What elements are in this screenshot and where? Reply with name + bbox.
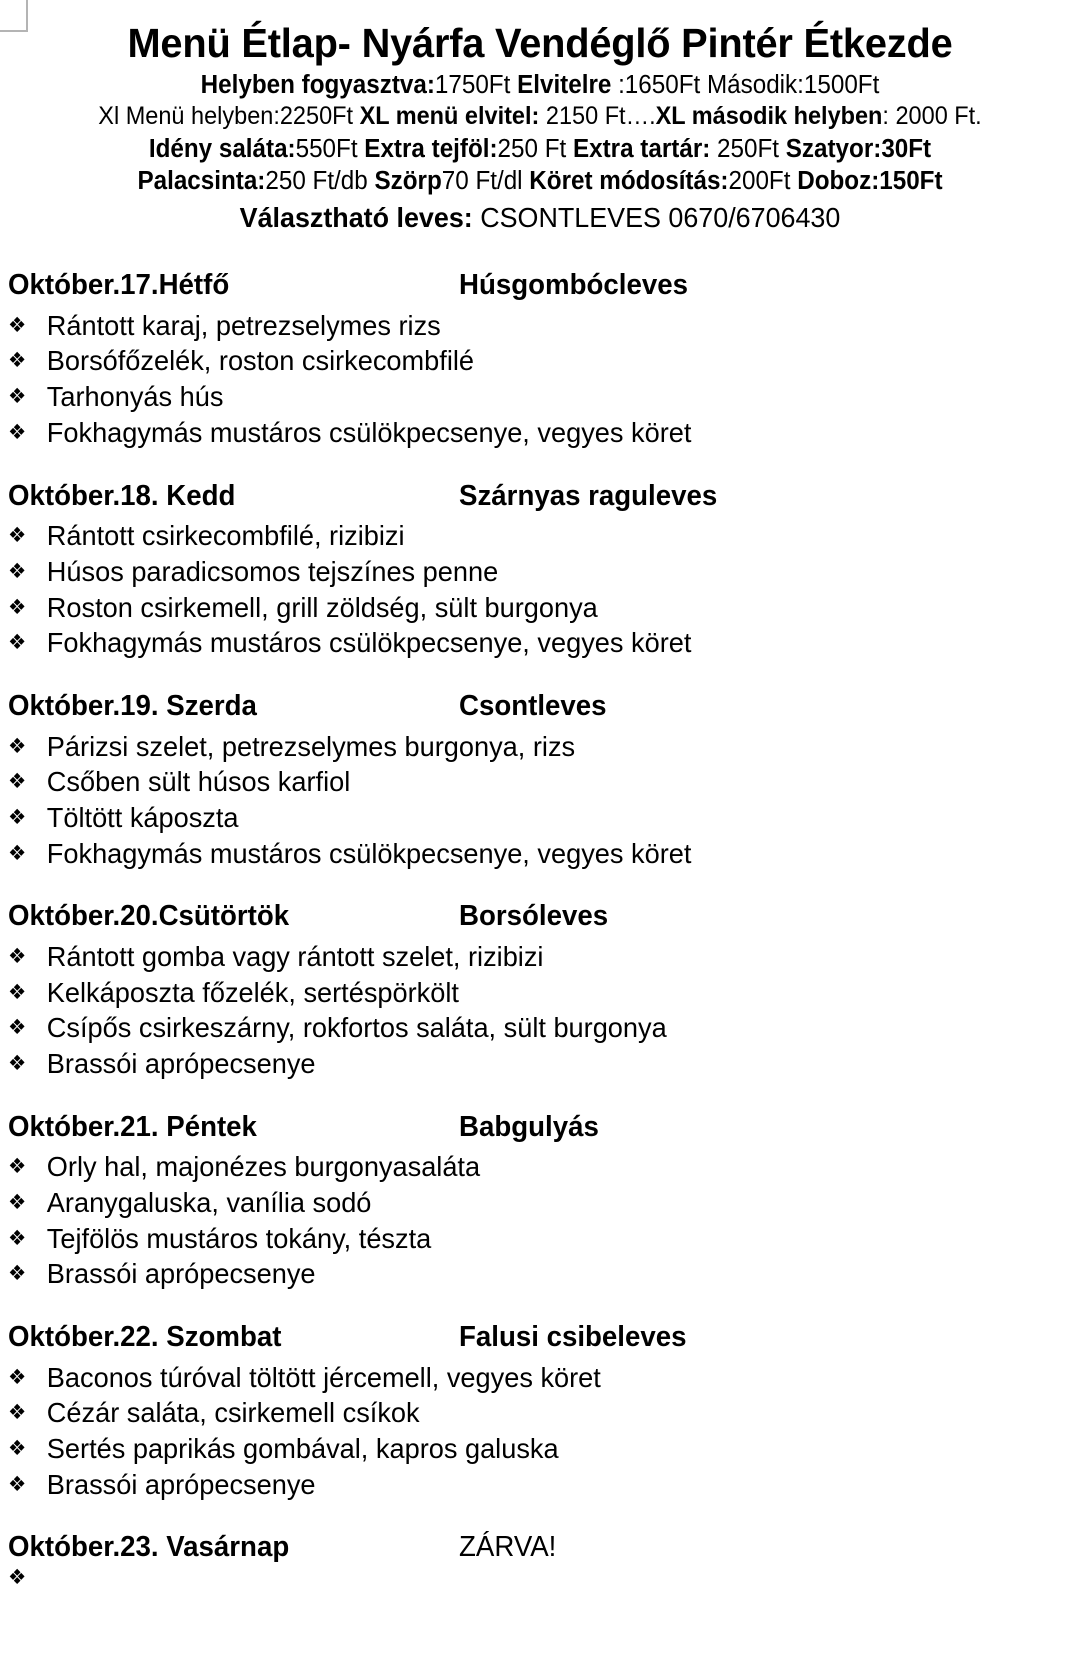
day-date-label: Október.21. Péntek xyxy=(8,1110,257,1143)
decorative-diamond-bullet-icon: ❖ xyxy=(8,385,27,409)
decorative-diamond-bullet-icon: ❖ xyxy=(8,1226,27,1250)
dish-list xyxy=(8,1149,1080,1292)
list-item xyxy=(8,1221,1048,1257)
list-item xyxy=(8,1565,1048,1591)
list-item xyxy=(8,1256,1048,1292)
price-segment: Második:1500Ft xyxy=(706,71,880,100)
day-header xyxy=(8,267,1048,305)
dish-name: Brassói aprópecsenye xyxy=(46,1047,316,1079)
day-header xyxy=(8,1529,1048,1567)
dish-name: Brassói aprópecsenye xyxy=(46,1468,316,1500)
price-segment: Extra tartár: xyxy=(572,134,711,163)
price-line-3 xyxy=(27,133,1053,165)
decorative-diamond-bullet-icon: ❖ xyxy=(8,1565,27,1589)
decorative-diamond-bullet-icon: ❖ xyxy=(8,595,27,619)
list-item xyxy=(8,1149,1048,1185)
price-segment: 550Ft xyxy=(295,134,365,163)
dish-list xyxy=(8,1565,1080,1591)
dish-list xyxy=(8,729,1080,872)
day-section xyxy=(8,1319,1080,1502)
list-item xyxy=(8,379,1048,415)
price-segment: 250 Ft xyxy=(497,134,573,163)
price-segment: 2150 Ft…. xyxy=(539,102,656,131)
list-item xyxy=(8,800,1048,836)
price-segment: Szörp xyxy=(374,166,442,195)
price-segment xyxy=(510,71,517,99)
list-item xyxy=(8,1395,1048,1431)
list-item xyxy=(8,415,1048,451)
dish-name: Fokhagymás mustáros csülökpecsenye, vegyes köret xyxy=(46,416,692,448)
menu-header xyxy=(0,0,1080,235)
day-section xyxy=(8,478,1080,661)
dish-list xyxy=(8,1360,1080,1503)
day-soup-label: ZÁRVA! xyxy=(459,1531,557,1564)
day-header xyxy=(8,478,1048,516)
day-header xyxy=(8,898,1048,936)
dish-name: Töltött káposzta xyxy=(46,801,239,833)
page-title: Menü Étlap- Nyárfa Vendéglő Pintér Étkezde xyxy=(127,20,953,66)
decorative-diamond-bullet-icon: ❖ xyxy=(8,313,27,337)
day-soup-label: Csontleves xyxy=(459,689,607,722)
price-segment: 250 Ft/db xyxy=(265,166,375,195)
day-date-label: Október.20.Csütörtök xyxy=(8,900,290,933)
decorative-diamond-bullet-icon: ❖ xyxy=(8,1472,27,1496)
day-soup-label: Falusi csibeleves xyxy=(459,1320,687,1353)
list-item xyxy=(8,1467,1048,1503)
decorative-diamond-bullet-icon: ❖ xyxy=(8,559,27,583)
decorative-diamond-bullet-icon: ❖ xyxy=(8,1016,27,1040)
decorative-diamond-bullet-icon: ❖ xyxy=(8,734,27,758)
price-line-1 xyxy=(27,69,1053,101)
decorative-diamond-bullet-icon: ❖ xyxy=(8,1401,27,1425)
list-item xyxy=(8,729,1048,765)
price-segment: 200Ft xyxy=(728,166,798,195)
day-date-label: Október.22. Szombat xyxy=(8,1320,282,1353)
dish-name: Fokhagymás mustáros csülökpecsenye, vegyes köret xyxy=(46,837,692,869)
dish-name: Tarhonyás hús xyxy=(46,381,224,413)
list-item xyxy=(8,1360,1048,1396)
price-segment: XL menü elvitel: xyxy=(359,102,540,131)
decorative-diamond-bullet-icon: ❖ xyxy=(8,1155,27,1179)
decorative-diamond-bullet-icon: ❖ xyxy=(8,770,27,794)
dish-name: Roston csirkemell, grill zöldség, sült burgonya xyxy=(46,591,598,623)
day-section xyxy=(8,267,1080,450)
daily-menu-sections xyxy=(0,267,1080,1591)
list-item xyxy=(8,1046,1048,1082)
dish-name: Húsos paradicsomos tejszínes penne xyxy=(46,555,499,587)
price-segment: Palacsinta: xyxy=(137,166,266,195)
dish-name: Párizsi szelet, petrezselymes burgonya, rizs xyxy=(46,730,576,762)
dish-name: Csőben sült húsos karfiol xyxy=(46,766,351,798)
decorative-diamond-bullet-icon: ❖ xyxy=(8,1365,27,1389)
decorative-diamond-bullet-icon: ❖ xyxy=(8,420,27,444)
price-segment: CSONTLEVES 0670/6706430 xyxy=(472,201,841,233)
list-item xyxy=(8,939,1048,975)
list-item xyxy=(8,1431,1048,1467)
price-line-5 xyxy=(22,200,1059,235)
day-date-label: Október.19. Szerda xyxy=(8,689,257,722)
day-date-label: Október.18. Kedd xyxy=(8,479,236,512)
dish-name: Brassói aprópecsenye xyxy=(46,1258,316,1290)
list-item xyxy=(8,975,1048,1011)
price-segment: XL második helyben xyxy=(655,102,883,131)
price-segment: Szatyor:30Ft xyxy=(785,134,932,163)
price-line-2 xyxy=(32,101,1047,133)
list-item xyxy=(8,1010,1048,1046)
price-segment: 250Ft xyxy=(710,134,786,163)
list-item xyxy=(8,343,1048,379)
dish-name: Sertés paprikás gombával, kapros galuska xyxy=(46,1432,559,1464)
day-section xyxy=(8,1529,1080,1591)
price-segment: : 2000 Ft. xyxy=(882,102,982,131)
price-segment: Köret módosítás: xyxy=(529,166,729,195)
decorative-diamond-bullet-icon: ❖ xyxy=(8,980,27,1004)
decorative-diamond-bullet-icon: ❖ xyxy=(8,1262,27,1286)
pricing-info-block xyxy=(0,69,1080,235)
list-item xyxy=(8,764,1048,800)
price-segment: Választható leves: xyxy=(239,201,473,233)
day-soup-label: Borsóleves xyxy=(459,900,609,933)
dish-name: Cézár saláta, csirkemell csíkok xyxy=(46,1397,420,1429)
dish-name: Baconos túróval töltött jércemell, vegyes köret xyxy=(46,1361,601,1393)
dish-name: Fokhagymás mustáros csülökpecsenye, vegyes köret xyxy=(46,627,692,659)
decorative-diamond-bullet-icon: ❖ xyxy=(8,631,27,655)
day-soup-label: Babgulyás xyxy=(459,1110,599,1143)
decorative-diamond-bullet-icon: ❖ xyxy=(8,349,27,373)
price-line-4 xyxy=(27,165,1053,197)
decorative-diamond-bullet-icon: ❖ xyxy=(8,1436,27,1460)
day-soup-label: Szárnyas raguleves xyxy=(459,479,718,512)
day-date-label: Október.17.Hétfő xyxy=(8,269,230,302)
decorative-diamond-bullet-icon: ❖ xyxy=(8,1051,27,1075)
dish-list xyxy=(8,939,1080,1082)
price-segment: Idény saláta: xyxy=(148,134,296,163)
day-section xyxy=(8,688,1080,871)
list-item xyxy=(8,590,1048,626)
day-date-label: Október.23. Vasárnap xyxy=(8,1531,290,1564)
price-segment: :1650Ft xyxy=(618,71,707,100)
dish-name: Borsófőzelék, roston csirkecombfilé xyxy=(46,345,474,377)
decorative-diamond-bullet-icon: ❖ xyxy=(8,805,27,829)
list-item xyxy=(8,625,1048,661)
dish-list xyxy=(8,308,1080,451)
list-item xyxy=(8,308,1048,344)
day-soup-label: Húsgombócleves xyxy=(459,269,688,302)
dish-name: Kelkáposzta főzelék, sertéspörkölt xyxy=(46,976,459,1008)
dish-name: Rántott karaj, petrezselymes rizs xyxy=(46,309,441,341)
price-segment: 1750Ft xyxy=(434,71,511,100)
price-segment: Elvitelre xyxy=(517,71,619,100)
price-segment: Helyben fogyasztva: xyxy=(200,71,435,100)
price-segment: Doboz:150Ft xyxy=(797,166,943,195)
dish-name: Rántott gomba vagy rántott szelet, rizibizi xyxy=(46,940,544,972)
dish-name: Rántott csirkecombfilé, rizibizi xyxy=(46,520,405,552)
dish-name: Csípős csirkeszárny, rokfortos saláta, sült burgonya xyxy=(46,1012,667,1044)
dish-name: Aranygaluska, vanília sodó xyxy=(46,1186,372,1218)
day-header xyxy=(8,1319,1048,1357)
list-item xyxy=(8,836,1048,872)
decorative-diamond-bullet-icon: ❖ xyxy=(8,944,27,968)
decorative-diamond-bullet-icon: ❖ xyxy=(8,841,27,865)
day-section xyxy=(8,898,1080,1081)
dish-list xyxy=(8,518,1080,661)
decorative-diamond-bullet-icon: ❖ xyxy=(8,1190,27,1214)
price-segment: Extra tejföl: xyxy=(364,134,498,163)
decorative-diamond-bullet-icon: ❖ xyxy=(8,524,27,548)
list-item xyxy=(8,554,1048,590)
list-item xyxy=(8,1185,1048,1221)
list-item xyxy=(8,518,1048,554)
dish-name: Tejfölös mustáros tokány, tészta xyxy=(46,1222,432,1254)
dish-name: Orly hal, majonézes burgonyasaláta xyxy=(46,1151,481,1183)
day-header xyxy=(8,1109,1048,1147)
day-section xyxy=(8,1109,1080,1292)
price-segment: 70 Ft/dl xyxy=(441,166,530,195)
day-header xyxy=(8,688,1048,726)
price-segment: Xl Menü helyben:2250Ft xyxy=(98,102,354,131)
